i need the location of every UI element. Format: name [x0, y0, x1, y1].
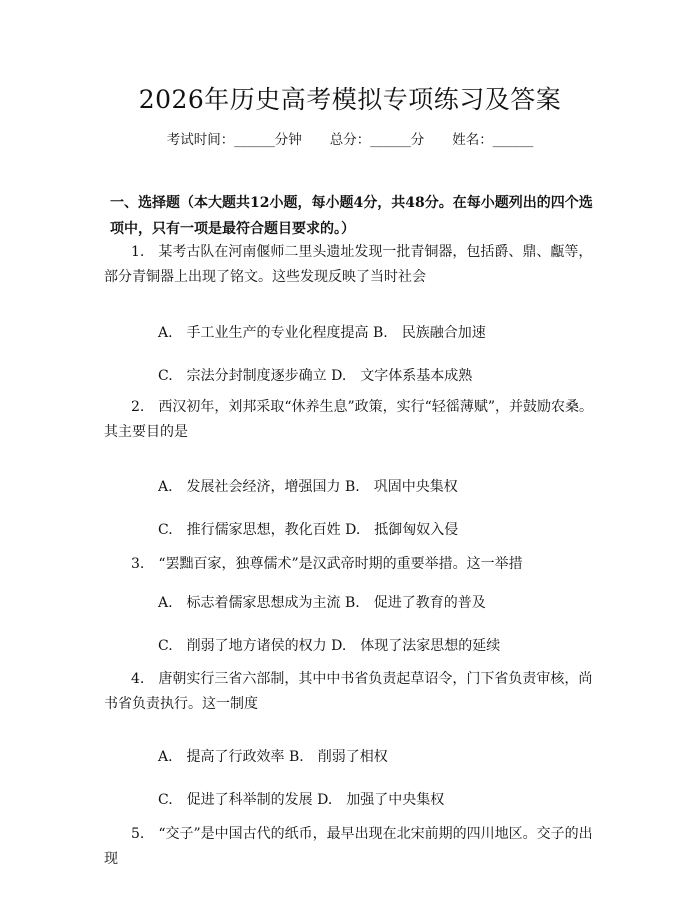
question-2-stem: 2. 西汉初年，刘邦采取“休养生息”政策，实行“轻徭薄赋”，并鼓励农桑。其主要目的是 — [104, 399, 593, 440]
question-2-options-row-2: C. 推行儒家思想，教化百姓 D. 抵御匈奴入侵 — [158, 522, 459, 538]
question-4-options-row-1: A. 提高了行政效率 B. 削弱了相权 — [158, 749, 388, 765]
question-1-options-row-1: A. 手工业生产的专业化程度提高 B. 民族融合加速 — [158, 325, 486, 341]
exam-time-field: 考试时间：______分钟 — [166, 132, 302, 148]
question-3-options-row-1: A. 标志着儒家思想成为主流 B. 促进了教育的普及 — [158, 595, 486, 611]
question-1-options-row-2: C. 宗法分封制度逐步确立 D. 文字体系基本成熟 — [158, 368, 473, 384]
question-2-options-row-1: A. 发展社会经济，增强国力 B. 巩固中央集权 — [158, 479, 458, 495]
question-5-stem: 5. “交子”是中国古代的纸币，最早出现在北宋前期的四川地区。交子的出现 — [104, 826, 593, 867]
exam-meta — [0, 130, 700, 150]
exam-title: 2026年历史高考模拟专项练习及答案 — [138, 85, 562, 114]
student-name-field: 姓名：______ — [452, 132, 534, 148]
question-4-options-row-2: C. 促进了科举制的发展 D. 加强了中央集权 — [158, 792, 445, 808]
question-4-stem: 4. 唐朝实行三省六部制，其中中书省负责起草诏令，门下省负责审核，尚书省负责执行。这一制度 — [104, 671, 593, 712]
question-3-stem: 3. “罢黜百家，独尊儒术”是汉武帝时期的重要举措。这一举措 — [131, 556, 523, 572]
total-score-field: 总分：______分 — [329, 132, 425, 148]
question-3-options-row-2: C. 削弱了地方诸侯的权力 D. 体现了法家思想的延续 — [158, 638, 501, 654]
question-1-stem: 1. 某考古队在河南偃师二里头遗址发现一批青铜器，包括爵、鼎、甗等，部分青铜器上出现了铭文。这些发现反映了当时社会 — [104, 244, 593, 285]
section-heading: 一、选择题（本大题共12小题，每小题4分，共48分。在每小题列出的四个选项中，只有一项是最符合题目要求的。） — [110, 195, 593, 237]
